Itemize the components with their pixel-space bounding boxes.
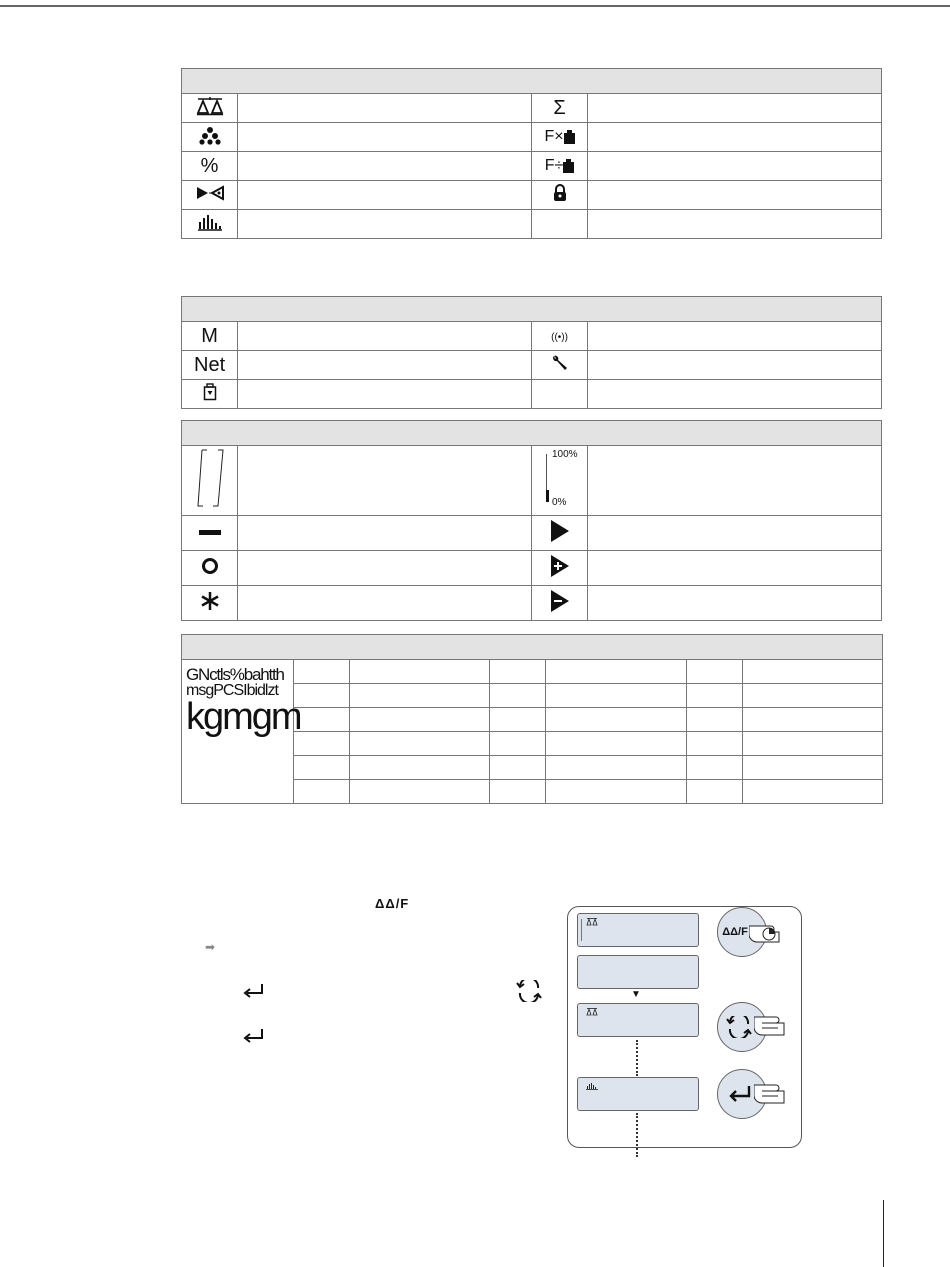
table-header [182, 421, 882, 446]
table-row [182, 446, 882, 516]
sigma-icon: Σ [553, 96, 566, 119]
table-row [182, 586, 882, 621]
play-arrow-icon [550, 519, 570, 543]
page-edge-rule [883, 1200, 884, 1267]
lock-icon [553, 184, 567, 202]
wrench-icon [551, 354, 569, 372]
display-screen [577, 1077, 699, 1111]
circle-icon [201, 557, 219, 575]
units-table [181, 634, 883, 804]
scale-f-key-icon: ΔΔ/F [375, 896, 410, 911]
hand-press-icon [749, 916, 789, 946]
level-top-label: 100% [551, 449, 578, 460]
table-row [182, 660, 883, 684]
table-row [182, 551, 882, 586]
display-screen [577, 955, 699, 989]
display-screen [577, 1003, 699, 1037]
hand-press-icon [754, 1081, 790, 1107]
level-bar-icon [546, 454, 550, 502]
table-header [182, 635, 883, 660]
arrow-minus-icon [550, 589, 570, 613]
top-rule [0, 5, 950, 7]
percent-icon: % [200, 154, 219, 177]
enter-icon [243, 983, 265, 1004]
status-icons-table [181, 296, 882, 409]
display-screen [577, 913, 699, 947]
applications-table [181, 68, 882, 239]
table-row [182, 380, 882, 409]
piece-count-icon [198, 125, 222, 145]
table-row [182, 351, 882, 380]
bracket-frame-icon [192, 448, 228, 508]
table-row [182, 322, 882, 351]
unit-font-sample: GNctls%bahtth msgPCSIbidlzt kgmgm [182, 660, 294, 804]
weight-tare-icon [203, 383, 217, 401]
scale-f-key-button[interactable]: ΔΔ/F [717, 907, 767, 957]
arrow-plus-icon [550, 554, 570, 578]
factor-multiply-icon: F× [545, 128, 575, 146]
level-bottom-label: 0% [551, 497, 567, 508]
down-arrow-icon: ▼ [631, 989, 641, 1000]
statistics-icon [197, 213, 223, 231]
memory-icon: M [201, 324, 218, 347]
table-row [182, 123, 882, 152]
factor-divide-icon: F÷ [545, 157, 575, 175]
dotted-connector [636, 1040, 638, 1076]
table-header [182, 69, 882, 94]
indicator-table [181, 420, 882, 621]
level-bar-fill [546, 490, 549, 502]
asterisk-icon [200, 591, 220, 611]
net-icon: Net [194, 353, 226, 376]
result-arrow-icon: ➡ [205, 940, 216, 954]
table-row [182, 152, 882, 181]
minus-bar-icon [199, 529, 221, 537]
table-row [182, 94, 882, 123]
table-row [182, 210, 882, 239]
table-row [182, 516, 882, 551]
hand-press-icon [754, 1013, 790, 1039]
wireless-icon: ((•)) [551, 332, 568, 343]
enter-icon [243, 1028, 265, 1049]
table-header [182, 297, 882, 322]
checkweigh-icon [195, 185, 225, 201]
key-sequence-diagram [567, 906, 802, 1148]
dotted-connector [636, 1113, 638, 1157]
scale-balance-icon [195, 96, 225, 116]
table-row [182, 181, 882, 210]
scroll-icon [516, 980, 542, 1007]
